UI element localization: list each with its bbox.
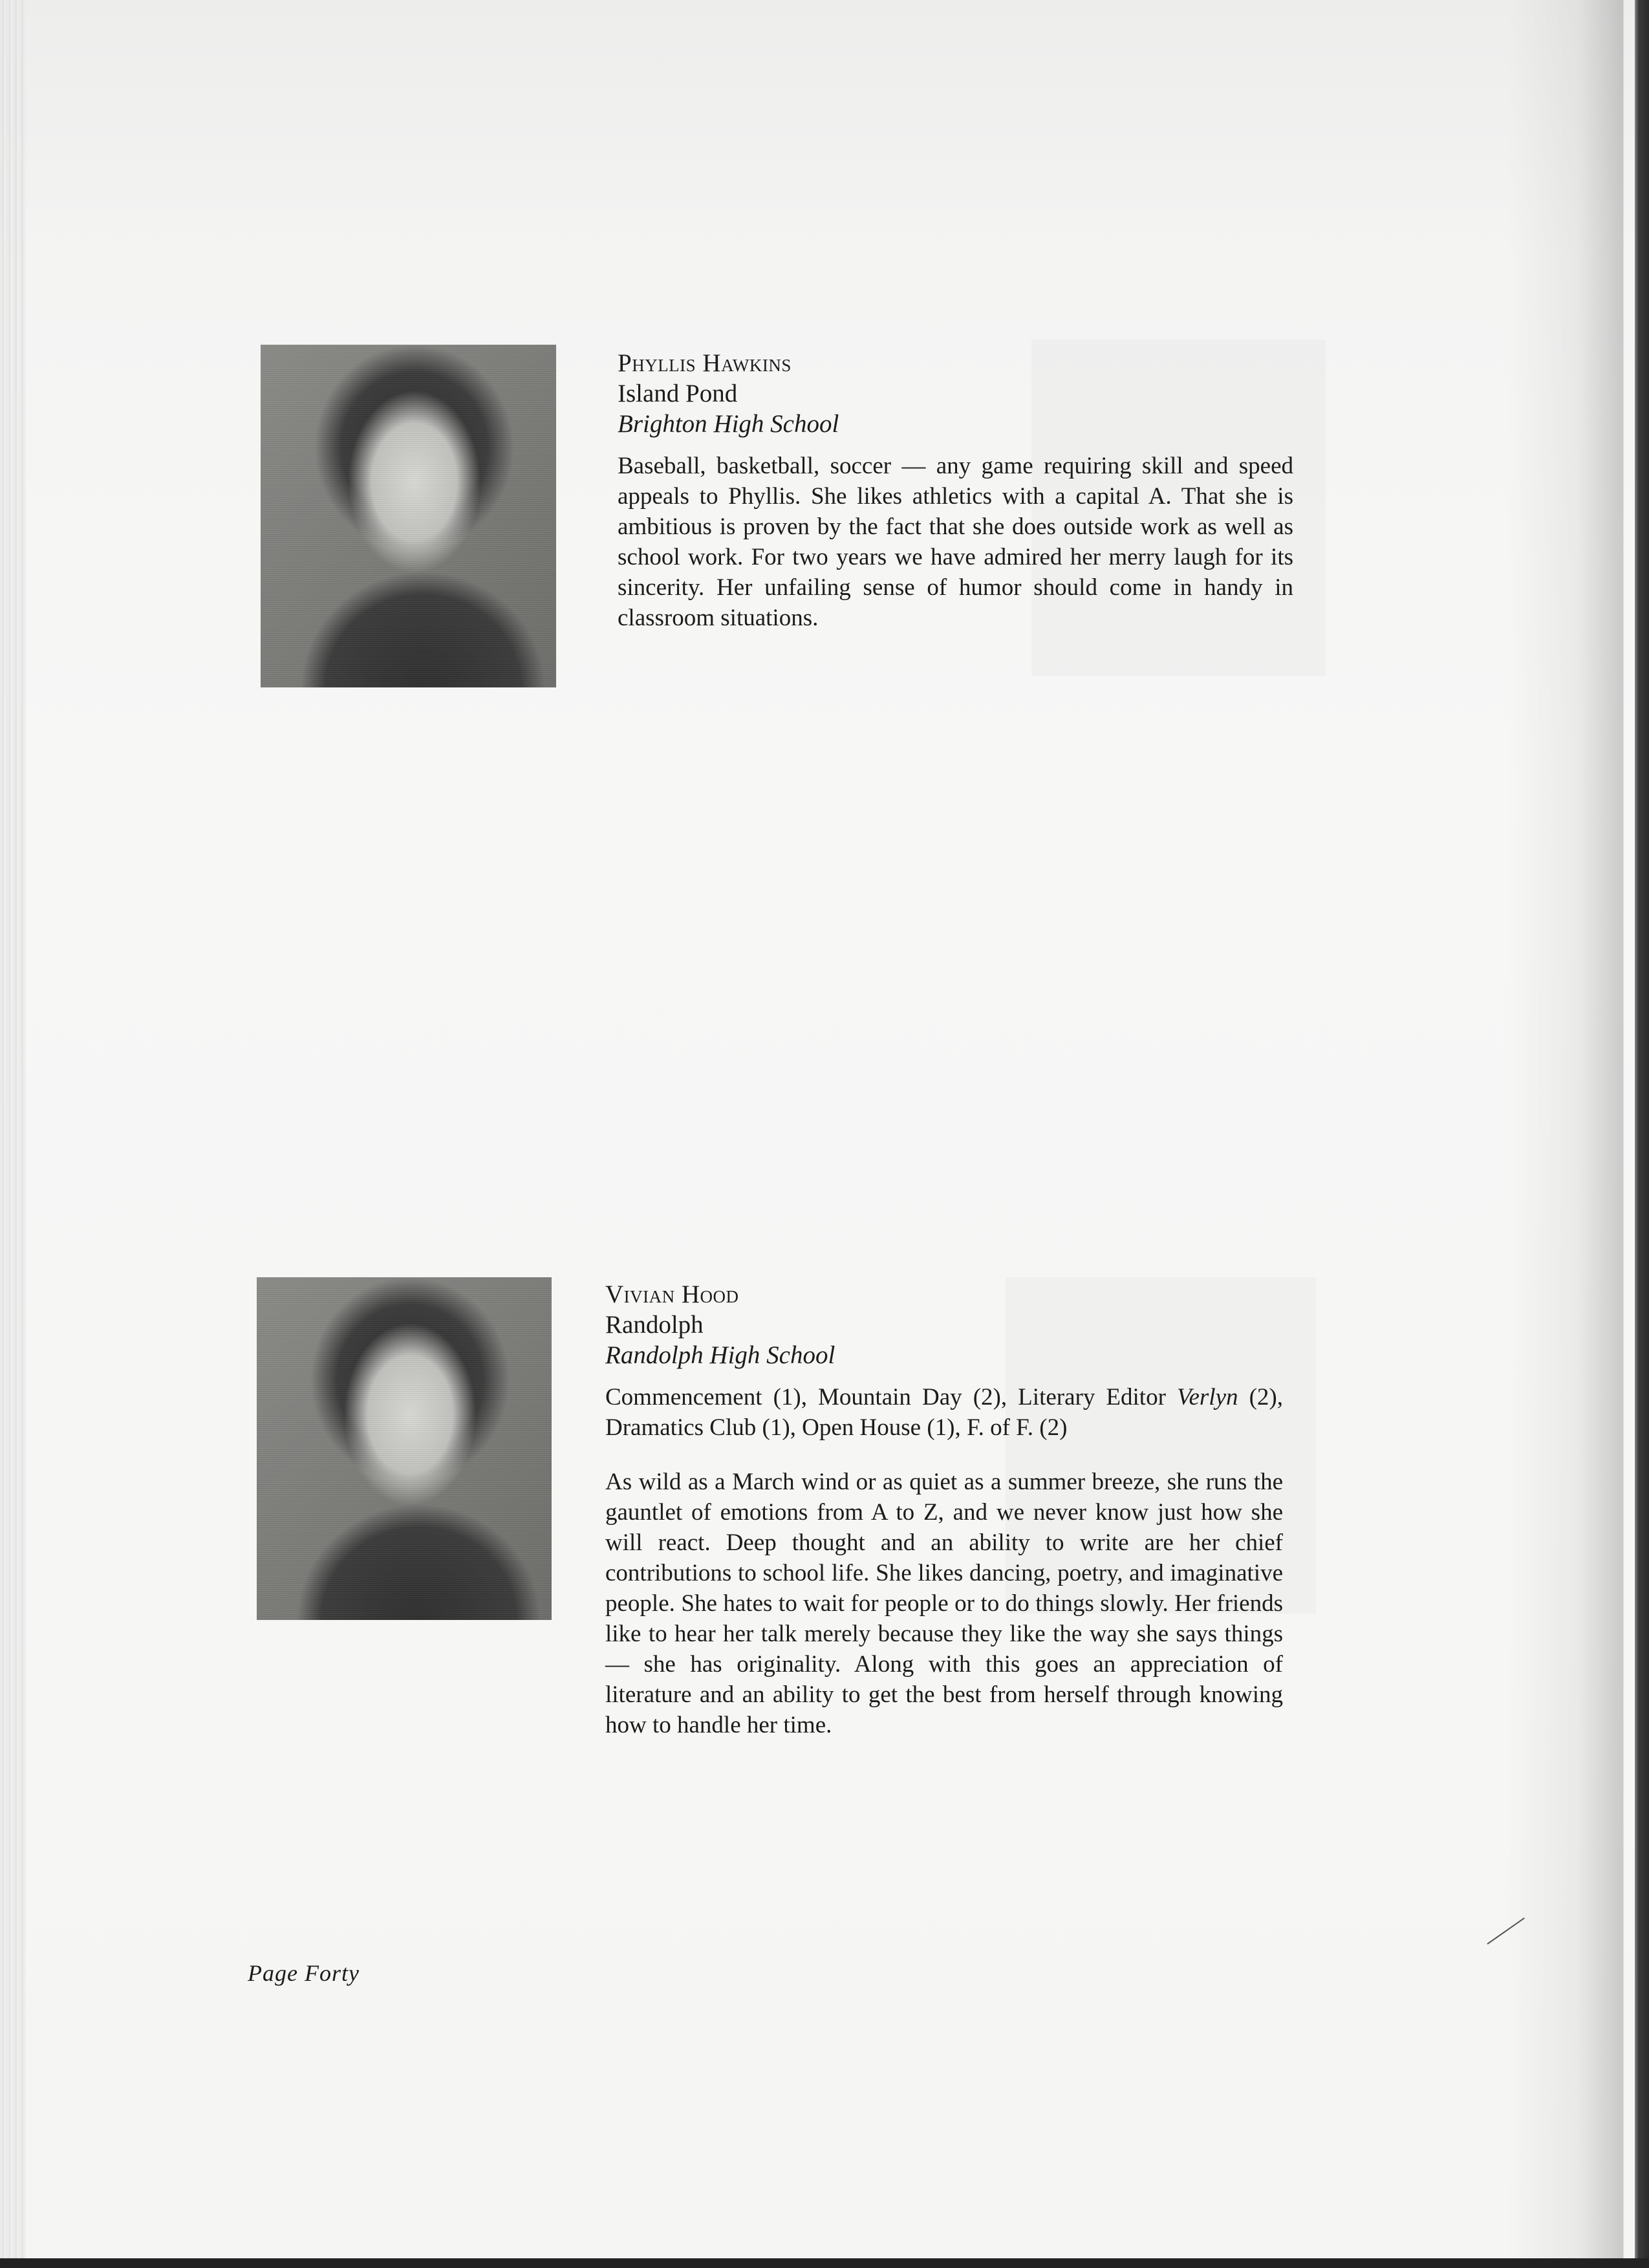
- portrait-photo-phyllis-hawkins: [261, 345, 556, 687]
- page-stack-edge: [0, 0, 26, 2258]
- student-school: Brighton High School: [618, 410, 839, 438]
- portrait-photo-vivian-hood: [257, 1277, 552, 1620]
- student-biography: Baseball, basketball, soccer — any game requiring skill and speed appeals to Phyllis. She likes athletics with a capital A. That she is ambitious is proven by the fact that she does outside work as well as school work. For two years we have admired her merry laugh for its sincerity. Her unfailing sense of humor should come in handy in classroom situations.: [618, 453, 1293, 631]
- stray-pencil-mark: [1487, 1917, 1524, 1945]
- student-school: Randolph High School: [605, 1341, 835, 1369]
- publication-title: Verlyn: [1176, 1384, 1238, 1410]
- student-name: Vivian Hood: [605, 1280, 739, 1308]
- activities-text: Commencement (1), Mountain Day (2), Literary Editor: [605, 1384, 1177, 1410]
- student-activities: [605, 1382, 1283, 1443]
- student-town: Island Pond: [618, 380, 738, 407]
- page-number: Page Forty: [248, 1960, 360, 1986]
- binding-shadow-bottom: [0, 2258, 1649, 2268]
- student-entry: [618, 348, 1293, 657]
- student-name: Phyllis Hawkins: [618, 349, 792, 377]
- binding-shadow-right: [1635, 0, 1649, 2268]
- activities-text: (2), Dramatics Club (1), Open House (1), F. of F. (2): [605, 1384, 1283, 1441]
- student-town: Randolph: [605, 1311, 704, 1339]
- student-entry: [605, 1279, 1283, 1764]
- student-biography: As wild as a March wind or as quiet as a summer breeze, she runs the gauntlet of emotions from A to Z, and we never know just how she will react. Deep thought and an ability to write are her chief contributions to school life. She likes dancing, poetry, and imaginative people. She hates to wait for people or to do things slowly. Her friends like to hear her talk merely because they like the way she says things — she has originality. Along with this goes an appreciation of literature and an ability to get the best from herself through knowing how to handle her time.: [605, 1469, 1283, 1738]
